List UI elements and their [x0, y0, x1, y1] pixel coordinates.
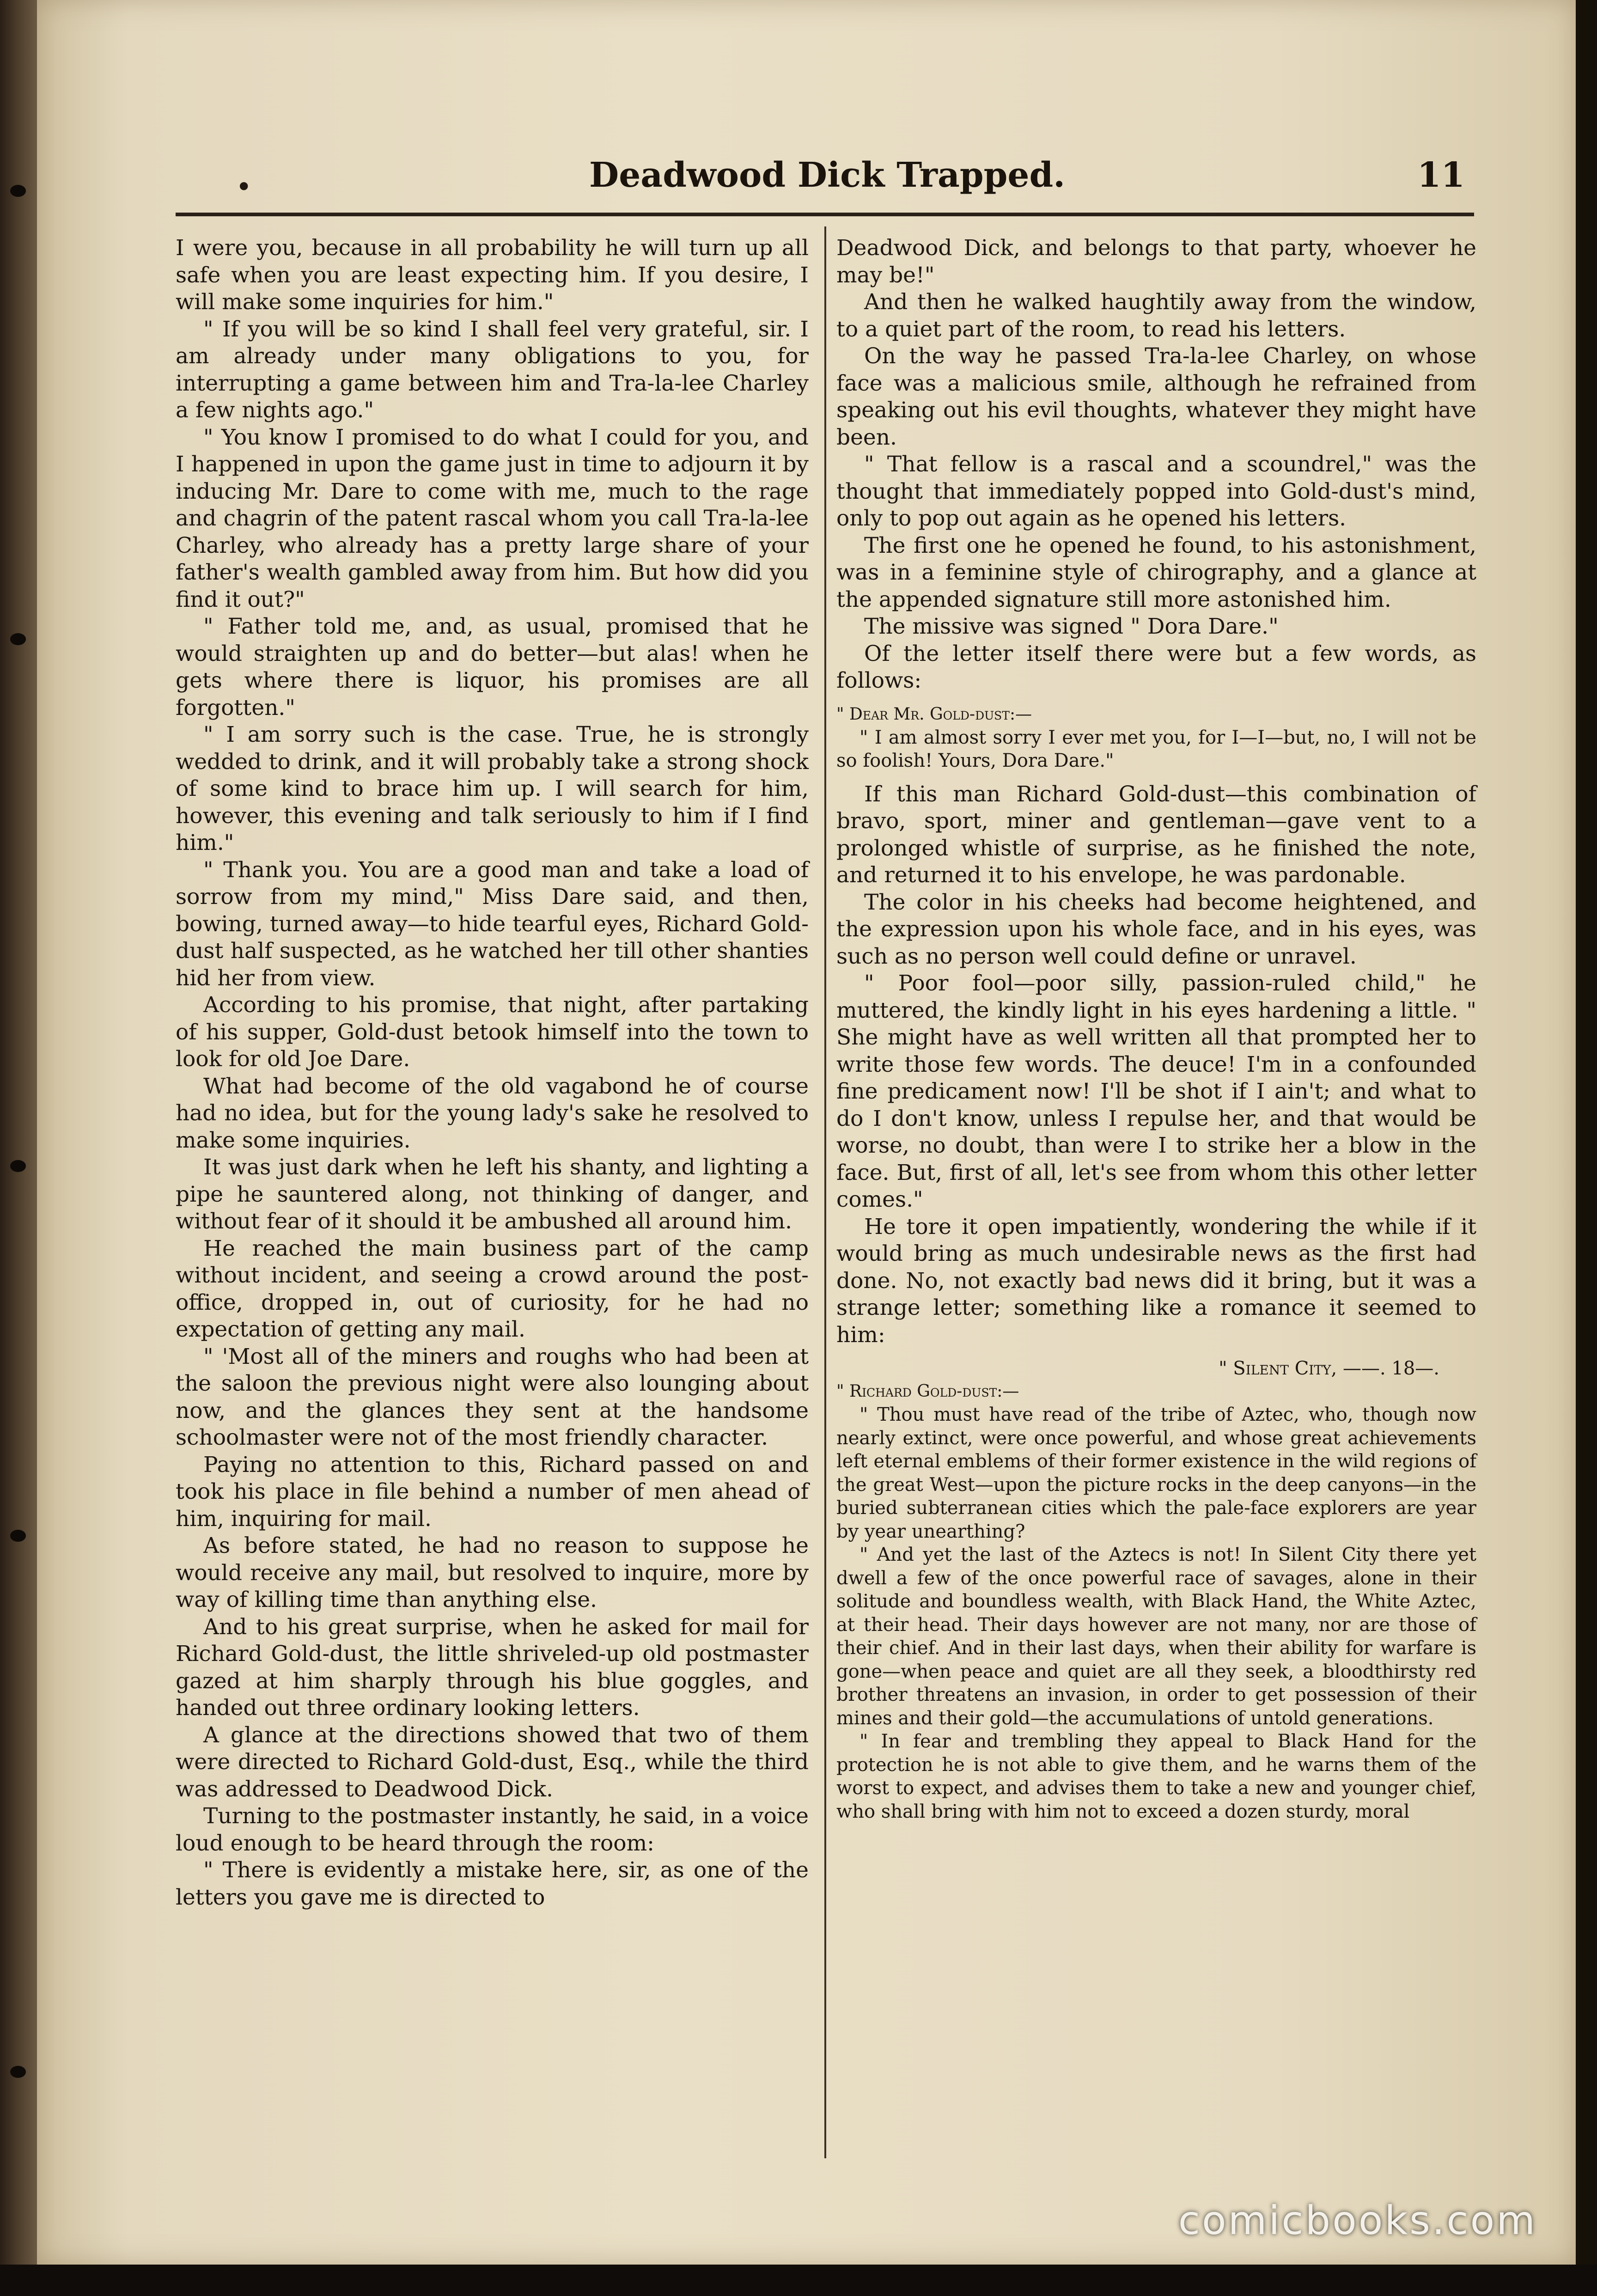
letter-paragraph: " Thou must have read of the tribe of Aztec, who, though now nearly extinct, were once powerful, and whose great achievements left eternal emblems of their former existence in the wild regions of the great West—upon the picture rocks in the deep canyons—in the buried subterranean cities which the pale-face explorers are year by year unearthing? [836, 1404, 1476, 1542]
paragraph: And then he walked haughtily away from the window, to a quiet part of the room, to read his letters. [836, 289, 1476, 342]
paragraph: On the way he passed Tra-la-lee Charley, on whose face was a malicious smile, although he refrained from speaking out his evil thoughts, whatever they might have been. [836, 343, 1476, 450]
paragraph: And to his great surprise, when he asked for mail for Richard Gold-dust, the little shriveled-up old postmaster gazed at him sharply through his blue goggles, and handed out three ordinary looking letters. [176, 1614, 809, 1721]
header-rule [176, 213, 1474, 216]
binding-stitch [10, 633, 26, 645]
book-binding [0, 0, 37, 2296]
paragraph: The color in his cheeks had become heightened, and the expression upon his whole face, and in his eyes, was such as no person well could define or unravel. [836, 889, 1476, 969]
page-number: 11 [1417, 155, 1465, 195]
paragraph: A glance at the directions showed that two of them were directed to Richard Gold-dust, Esq., while the third was addressed to Deadwood Dick. [176, 1722, 809, 1802]
letter-paragraph: " And yet the last of the Aztecs is not! In Silent City there yet dwell a few of the once powerful race of savages, alone in their solitude and boundless wealth, with Black Hand, the White Aztec, at their head. Their days however are not many, nor are those of their chief. And in their last days, when their ability for warfare is gone—when peace and quiet are all they seek, a bloodthirsty red brother threatens an invasion, in order to get possession of their mines and their gold—the accumulations of untold generations. [836, 1544, 1476, 1729]
paragraph: Deadwood Dick, and belongs to that party, whoever he may be!" [836, 235, 1476, 288]
paragraph: " You know I promised to do what I could for you, and I happened in upon the game just in time to adjourn it by inducing Mr. Dare to come with me, much to the rage and chagrin of the patent rascal whom you call Tra-la-lee Charley, who already has a pretty large share of your father's wealth gambled away from him. But how did you find it out?" [176, 424, 809, 612]
paragraph: What had become of the old vagabond he of course had no idea, but for the young lady's sake he resolved to make some inquiries. [176, 1073, 809, 1153]
paragraph: The first one he opened he found, to his astonishment, was in a feminine style of chirography, and a glance at the appended signature still more astonished him. [836, 532, 1476, 612]
paragraph: " Father told me, and, as usual, promised that he would straighten up and do better—but alas! when he gets where there is liquor, his promises are all forgotten." [176, 614, 809, 721]
paragraph: " Poor fool—poor silly, passion-ruled child," he muttered, the kindly light in his eyes hardening a little. " She might have as well written all that prompted her to write those few words. The deuce! I'm in a confounded fine predicament now! I'll be shot if I ain't; and what to do I don't know, unless I repulse her, and that would be worse, no doubt, than were I to strike her a blow in the face. But, first of all, let's see from whom this other letter comes." [836, 971, 1476, 1212]
paragraph: " 'Most all of the miners and roughs who had been at the saloon the previous night were also lounging about now, and the glances they sent at the handsome schoolmaster were not of the most friendly character. [176, 1343, 809, 1450]
page-title: Deadwood Dick Trapped. [589, 155, 1065, 195]
header-bullet: • [236, 171, 252, 203]
paragraph: " There is evidently a mistake here, sir, as one of the letters you gave me is directed to [176, 1857, 809, 1910]
paragraph: Paying no attention to this, Richard passed on and took his place in file behind a number of men ahead of him, inquiring for mail. [176, 1452, 809, 1532]
column-divider [824, 226, 826, 2158]
paragraph: Turning to the postmaster instantly, he said, in a voice loud enough to be heard through the room: [176, 1803, 809, 1856]
letter-salutation: " Richard Gold-dust:— [836, 1382, 1019, 1401]
letter-paragraph: " In fear and trembling they appeal to Black Hand for the protection he is not able to give them, and he warns them of the worst to expect, and advises them to take a new and younger chief, who shall bring with him not to exceed a dozen sturdy, moral [836, 1731, 1476, 1822]
paragraph: Of the letter itself there were but a few words, as follows: [836, 641, 1476, 693]
left-column [176, 235, 809, 1911]
paragraph: He reached the main business part of the camp without incident, and seeing a crowd around the post-office, dropped in, out of curiosity, for he had no expectation of getting any mail. [176, 1235, 809, 1342]
letter-salutation: " Dear Mr. Gold-dust:— [836, 704, 1032, 724]
scan-edge [1576, 0, 1597, 2296]
letter-dateline: " Silent City, ——. 18—. [1219, 1358, 1439, 1379]
paragraph: " I am sorry such is the case. True, he is strongly wedded to drink, and it will probably take a strong shock of some kind to brace him up. I will search for him, however, this evening and talk seriously to him if I find him." [176, 722, 809, 855]
paragraph: " That fellow is a rascal and a scoundrel," was the thought that immediately popped into Gold-dust's mind, only to pop out again as he opened his letters. [836, 452, 1476, 531]
paragraph: " If you will be so kind I shall feel very grateful, sir. I am already under many obligations to you, for interrupting a game between him and Tra-la-lee Charley a few nights ago." [176, 316, 809, 423]
letter-body: " I am almost sorry I ever met you, for I—I—but, no, I will not be so foolish! Yours, Dora Dare." [836, 727, 1476, 771]
paragraph: As before stated, he had no reason to suppose he would receive any mail, but resolved to inquire, more by way of killing time than anything else. [176, 1533, 809, 1612]
binding-stitch [10, 185, 26, 197]
paragraph: I were you, because in all probability he will turn up all safe when you are least expecting him. If you desire, I will make some inquiries for him." [176, 235, 809, 315]
paragraph: It was just dark when he left his shanty, and lighting a pipe he sauntered along, not thinking of danger, and without fear of it should it be ambushed all around him. [176, 1154, 809, 1234]
binding-stitch [10, 2066, 26, 2078]
scan-bottom-edge [0, 2265, 1597, 2296]
paragraph: If this man Richard Gold-dust—this combination of bravo, sport, miner and gentleman—gave vent to a prolonged whistle of surprise, as he finished the note, and returned it to his envelope, he was pardonable. [836, 781, 1476, 888]
binding-stitch [10, 1530, 26, 1542]
paragraph: The missive was signed " Dora Dare." [864, 614, 1279, 639]
right-column [836, 235, 1476, 1823]
watermark: comicbooks.com [1178, 2198, 1537, 2244]
paragraph: He tore it open impatiently, wondering the while if it would bring as much undesirable news as the first had done. No, not exactly bad news did it bring, but it was a strange letter; something like a romance it seemed to him: [836, 1214, 1476, 1348]
running-header [176, 153, 1479, 203]
paragraph: " Thank you. You are a good man and take a load of sorrow from my mind," Miss Dare said, and then, bowing, turned away—to hide tearful eyes, Richard Gold-dust half suspected, as he watched her till other shanties hid her from view. [176, 857, 809, 991]
paragraph: According to his promise, that night, after partaking of his supper, Gold-dust betook himself into the town to look for old Joe Dare. [176, 992, 809, 1072]
binding-stitch [10, 1160, 26, 1172]
